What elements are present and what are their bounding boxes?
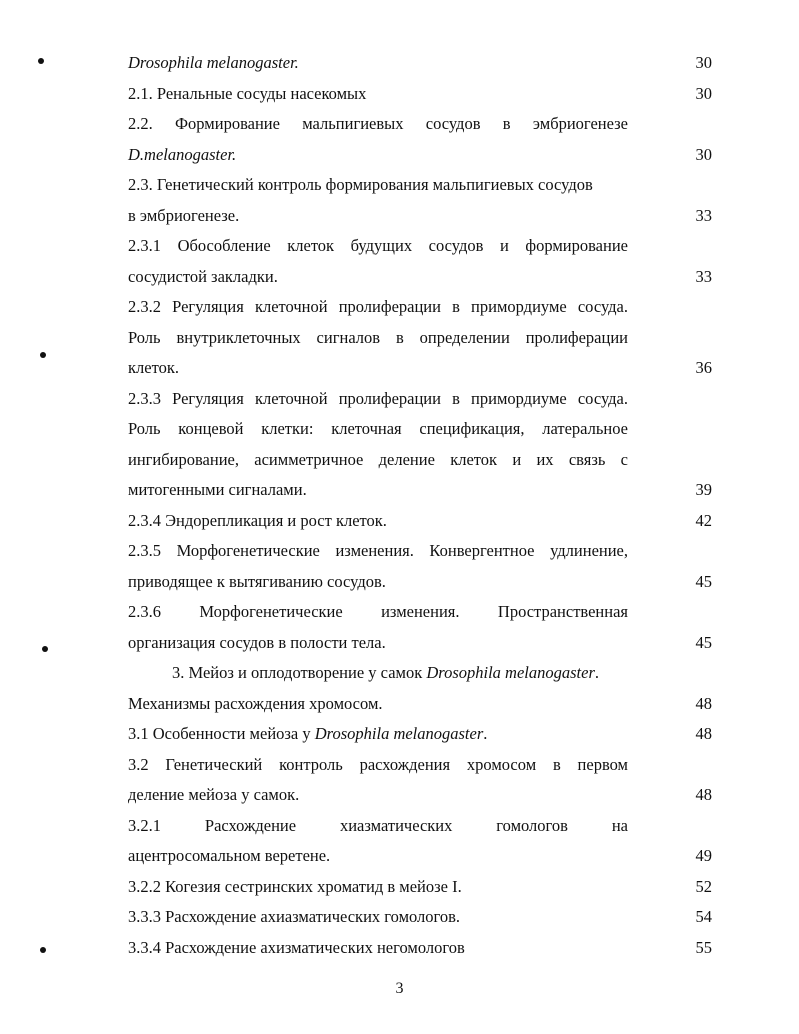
- toc-entry-text: митогенными сигналами.: [128, 480, 307, 499]
- toc-entry-line: [128, 262, 628, 293]
- toc-entry-text: 2.1. Ренальные сосуды насекомых: [128, 83, 367, 103]
- toc-entry: [128, 902, 712, 933]
- toc-entry-line: [128, 475, 628, 506]
- scan-punch-mark: [40, 352, 46, 358]
- toc-entry-text: 2.2. Формирование мальпигиевых сосудов в эмбриогенезе: [128, 114, 628, 133]
- toc-entry-line: [128, 872, 628, 903]
- toc-page-number: 55: [695, 937, 712, 957]
- toc-entry-text: 3.3.4 Расхождение ахизматических негомологов: [128, 937, 465, 957]
- toc-entry-line: [128, 811, 628, 842]
- toc-page-number: 45: [695, 632, 712, 652]
- page-number: 3: [395, 980, 404, 997]
- toc-page-number: 48: [695, 785, 712, 804]
- toc-entry: [128, 170, 712, 231]
- toc-entry-text: 3. Мейоз и оплодотворение у самок: [172, 663, 427, 682]
- toc-entry-line: [128, 536, 628, 567]
- toc-page-number: 45: [695, 571, 712, 591]
- toc-entry-text: 3.2.2 Когезия сестринских хроматид в мейозе I.: [128, 876, 462, 896]
- toc-page-number: 33: [695, 205, 712, 225]
- scan-punch-mark: [42, 646, 48, 652]
- toc-entry-text: D.melanogaster.: [128, 144, 237, 164]
- toc-entry-line: [128, 597, 628, 628]
- toc-page-number: 39: [695, 480, 712, 499]
- toc-entry-text: 2.3.5 Морфогенетические изменения. Конвергентное удлинение,: [128, 541, 628, 560]
- toc-entry: [128, 48, 712, 79]
- toc-entry: [128, 658, 712, 719]
- toc-entry-text: приводящее к вытягиванию сосудов.: [128, 571, 386, 591]
- toc-entry-text: 2.3.4 Эндорепликация и рост клеток.: [128, 510, 387, 530]
- toc-entry-line: [128, 780, 628, 811]
- toc-entry-text: организация сосудов в полости тела.: [128, 632, 386, 652]
- toc-entry-text: 2.3.3 Регуляция клеточной пролиферации в примордиуме сосуда.: [128, 388, 628, 408]
- scan-punch-mark: [38, 58, 44, 64]
- toc-entry-text: 3.2.1 Расхождение хиазматических гомологов на: [128, 815, 628, 835]
- toc-entry-line: [128, 292, 628, 323]
- toc-page-number: 42: [695, 510, 712, 530]
- toc-entry-italic-text: Drosophila melanogaster: [426, 663, 595, 682]
- toc-entry: [128, 811, 712, 872]
- toc-page-number: 54: [695, 907, 712, 926]
- toc-entry-line: [128, 567, 628, 598]
- toc-entry-line: [128, 750, 628, 781]
- toc-entry: [128, 597, 712, 658]
- toc-entry-line: [128, 506, 628, 537]
- toc-entry-line: [128, 170, 628, 201]
- toc-entry-line: [128, 384, 628, 415]
- toc-page-number: 49: [695, 846, 712, 865]
- toc-entry-text: в эмбриогенезе.: [128, 205, 240, 225]
- toc-entry: [128, 536, 712, 597]
- toc-entry: [128, 79, 712, 110]
- toc-entry-line: [128, 658, 628, 689]
- toc-entry-line: [128, 689, 628, 720]
- toc-page-number: 30: [695, 53, 712, 72]
- toc-page-number: 30: [695, 144, 712, 164]
- toc-entry-text: .: [594, 663, 599, 682]
- toc-entry: [128, 384, 712, 506]
- toc-entry-text: 2.3. Генетический контроль формирования мальпигиевых сосудов: [128, 175, 593, 194]
- toc-entry-line: [128, 323, 628, 354]
- toc-entry: [128, 506, 712, 537]
- toc-entry: [128, 231, 712, 292]
- toc-entry-text: .: [483, 724, 488, 743]
- toc-entry-line: [128, 841, 628, 872]
- toc-entry-text: 3.1 Особенности мейоза у: [128, 724, 315, 743]
- toc-entry-text: ингибирование, асимметричное деление клеток и их связь с: [128, 449, 628, 469]
- toc-entry-text: 2.3.2 Регуляция клеточной пролиферации в примордиуме сосуда.: [128, 297, 628, 316]
- toc-entry-text: Механизмы расхождения хромосом.: [128, 693, 383, 713]
- toc-entry-text: 3.3.3 Расхождение ахиазматических гомологов.: [128, 907, 461, 926]
- toc-entry-line: [128, 353, 628, 384]
- toc-entry-line: [128, 231, 628, 262]
- toc-entry-line: [128, 140, 628, 171]
- toc-entry: [128, 109, 712, 170]
- toc-page-number: 36: [695, 358, 712, 377]
- toc-entry: [128, 292, 712, 384]
- toc-entry-line: [128, 201, 628, 232]
- toc-entry-line: [128, 48, 628, 79]
- toc-page-number: 30: [695, 83, 712, 103]
- toc-entry-text: деление мейоза у самок.: [128, 785, 300, 804]
- toc-entry-line: [128, 719, 628, 750]
- toc-page-number: 33: [695, 266, 712, 286]
- toc-entry-line: [128, 445, 628, 476]
- toc-entry: [128, 933, 712, 964]
- toc-entry-line: [128, 109, 628, 140]
- toc-page-number: 48: [695, 693, 712, 713]
- toc-entry-text: Роль концевой клетки: клеточная спецификация, латеральное: [128, 419, 628, 438]
- toc-entry-text: Роль внутриклеточных сигналов в определении пролиферации: [128, 327, 628, 347]
- toc-entry-text: сосудистой закладки.: [128, 266, 278, 286]
- toc-entry-text: Drosophila melanogaster.: [128, 53, 299, 72]
- toc-entry-text: клеток.: [128, 358, 179, 377]
- toc-entry-text: ацентросомальном веретене.: [128, 846, 331, 865]
- toc-entry-line: [128, 902, 628, 933]
- toc-entry-line: [128, 414, 628, 445]
- toc-entry-line: [128, 628, 628, 659]
- toc-entry: [128, 750, 712, 811]
- toc-entry: [128, 872, 712, 903]
- scan-punch-mark: [40, 947, 46, 953]
- toc-entry-line: [128, 79, 628, 110]
- toc-entry: [128, 719, 712, 750]
- toc-entry-line: [128, 933, 628, 964]
- toc-entry-text: 2.3.1 Обособление клеток будущих сосудов и формирование: [128, 236, 628, 255]
- toc-entry-text: 3.2 Генетический контроль расхождения хромосом в первом: [128, 754, 628, 774]
- table-of-contents: [128, 48, 712, 963]
- toc-entry-italic-text: Drosophila melanogaster: [314, 724, 484, 743]
- toc-entry-text: 2.3.6 Морфогенетические изменения. Пространственная: [128, 602, 628, 621]
- toc-page-number: 52: [695, 876, 712, 896]
- toc-page-number: 48: [695, 724, 712, 743]
